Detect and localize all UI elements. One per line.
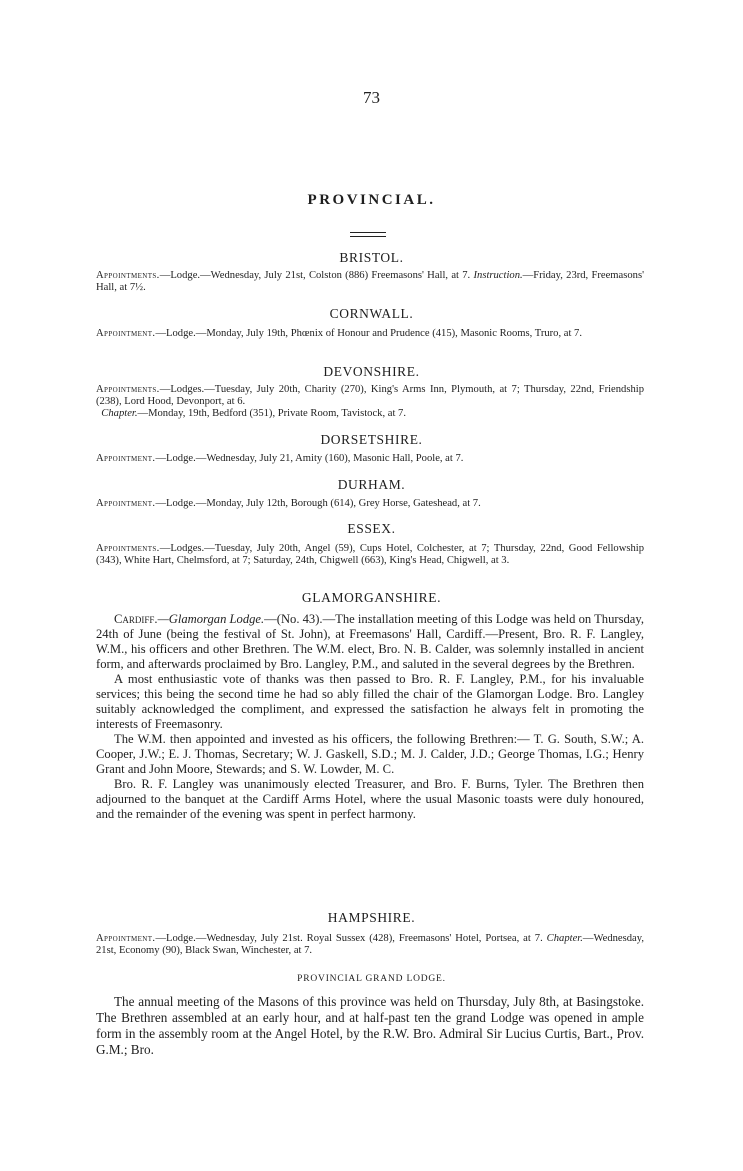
- glamorganshire-paragraph-2: A most enthusiastic vote of thanks was then passed to Bro. R. F. Langley, P.M., for his invaluable services; this being the second time he had so ably filled the chair of the Glamorgan Lodge. Bro. Langley suitably acknowledged the compliment, and expressed the satisfaction he always felt in promoting the interests of Freemasonry.: [96, 672, 644, 731]
- hampshire-chapter-label: Chapter.: [546, 933, 583, 944]
- devonshire-body-2: —Monday, 19th, Bedford (351), Private Room, Tavistock, at 7.: [137, 408, 406, 419]
- page-title: PROVINCIAL.: [307, 192, 436, 208]
- essex-label: Appointments.: [96, 543, 160, 554]
- section-heading-glamorganshire: GLAMORGANSHIRE.: [301, 590, 442, 605]
- dorsetshire-label: Appointment.: [96, 453, 156, 464]
- bristol-body-1: —Lodge.—Wednesday, July 21st, Colston (886) Freemasons' Hall, at 7.: [159, 270, 471, 281]
- cornwall-label: Appointment.: [96, 328, 156, 339]
- provincial-grand-lodge-subheading: PROVINCIAL GRAND LODGE.: [297, 974, 446, 984]
- glamorganshire-paragraph-4: Bro. R. F. Langley was unanimously elected Treasurer, and Bro. F. Burns, Tyler. The Brethren then adjourned to the banquet at the Cardiff Arms Hotel, where the usual Masonic toasts were duly honoured, and the remainder of the evening was spent in perfect harmony.: [96, 777, 644, 821]
- title-rule: [350, 232, 386, 233]
- hampshire-body-1: —Lodge.—Wednesday, July 21st. Royal Sussex (428), Freemasons' Hotel, Portsea, at 7.: [155, 933, 543, 944]
- section-heading-essex: ESSEX.: [347, 521, 396, 536]
- cornwall-appointment: [96, 328, 644, 340]
- section-heading-bristol: BRISTOL.: [339, 250, 404, 265]
- section-heading-hampshire: HAMPSHIRE.: [327, 910, 416, 925]
- bristol-label: Appointments.: [96, 270, 160, 281]
- hampshire-label: Appointment.: [96, 933, 156, 944]
- essex-appointments: [96, 543, 644, 567]
- devonshire-label: Appointments.: [96, 384, 160, 395]
- devonshire-appointments: [96, 384, 644, 420]
- bristol-appointments: [96, 270, 644, 294]
- hampshire-appointment: [96, 933, 644, 957]
- dorsetshire-appointment: [96, 453, 644, 465]
- title-rule-lower: [350, 236, 386, 237]
- glamorganshire-report: [96, 612, 644, 822]
- section-heading-dorsetshire: DORSETSHIRE.: [320, 432, 423, 447]
- glamorganshire-paragraph-1: [96, 612, 644, 672]
- devonshire-body-1: —Lodges.—Tuesday, July 20th, Charity (270), King's Arms Inn, Plymouth, at 7; Thursday, 22nd, Friendship (238), Lord Hood, Devonport, at 6.: [96, 384, 644, 407]
- dorsetshire-body: —Lodge.—Wednesday, July 21, Amity (160), Masonic Hall, Poole, at 7.: [155, 453, 464, 464]
- durham-label: Appointment.: [96, 498, 156, 509]
- hampshire-report: [96, 994, 644, 1058]
- glamorganshire-p1: —(No. 43).—The installation meeting of this Lodge was held on Thursday, 24th of June (being the festival of St. John), at Freemasons' Hall, Cardiff.—Present, Bro. R. F. Langley, W.M., his officers and other Brethren. The W.M. elect, Bro. N. B. Calder, was solemnly installed in ancient form, and afterwards proclaimed by Bro. Langley, P.M., and saluted in the several degrees by the Brethren.: [96, 612, 644, 671]
- section-heading-devonshire: DEVONSHIRE.: [323, 364, 420, 379]
- cornwall-body: —Lodge.—Monday, July 19th, Phœnix of Honour and Prudence (415), Masonic Rooms, Truro, at 7.: [155, 328, 583, 339]
- essex-body: —Lodges.—Tuesday, July 20th, Angel (59), Cups Hotel, Colchester, at 7; Thursday, 22nd, Good Fellowship (343), White Hart, Chelmsford, at 7; Saturday, 24th, Chigwell (663), King's Head, Chigwell, at 3.: [96, 543, 644, 566]
- devonshire-chapter-label: Chapter.: [101, 408, 138, 419]
- section-heading-cornwall: CORNWALL.: [329, 306, 414, 321]
- hampshire-paragraph-1: The annual meeting of the Masons of this province was held on Thursday, July 8th, at Basingstoke. The Brethren assembled at an early hour, and at half-past ten the grand Lodge was opened in ample form in the assembly room at the Angel Hotel, by the R.W. Bro. Admiral Sir Lucius Curtis, Bart., Prov. G.M.; Bro.: [96, 994, 644, 1057]
- section-heading-durham: DURHAM.: [337, 477, 406, 492]
- durham-appointment: [96, 498, 644, 510]
- bristol-instruction-label: Instruction.: [473, 270, 523, 281]
- glamorganshire-lead: Cardiff.: [114, 612, 158, 626]
- durham-body: —Lodge.—Monday, July 12th, Borough (614), Grey Horse, Gateshead, at 7.: [155, 498, 481, 509]
- glamorganshire-lodge-name: —Glamorgan Lodge.: [157, 612, 265, 626]
- glamorganshire-paragraph-3: The W.M. then appointed and invested as his officers, the following Brethren:— T. G. South, S.W.; A. Cooper, J.W.; E. J. Thomas, Secretary; W. J. Gaskell, S.D.; M. J. Calder, J.D.; George Thomas, I.G.; Henry Grant and John Moore, Stewards; and S. W. Lowder, M. C.: [96, 732, 644, 776]
- bristol-body-2: —Friday, 23rd, Freemasons' Hall, at 7½.: [96, 270, 644, 293]
- hampshire-body-2: —Wednesday, 21st, Economy (90), Black Swan, Winchester, at 7.: [96, 933, 644, 956]
- page-number: 73: [363, 88, 380, 107]
